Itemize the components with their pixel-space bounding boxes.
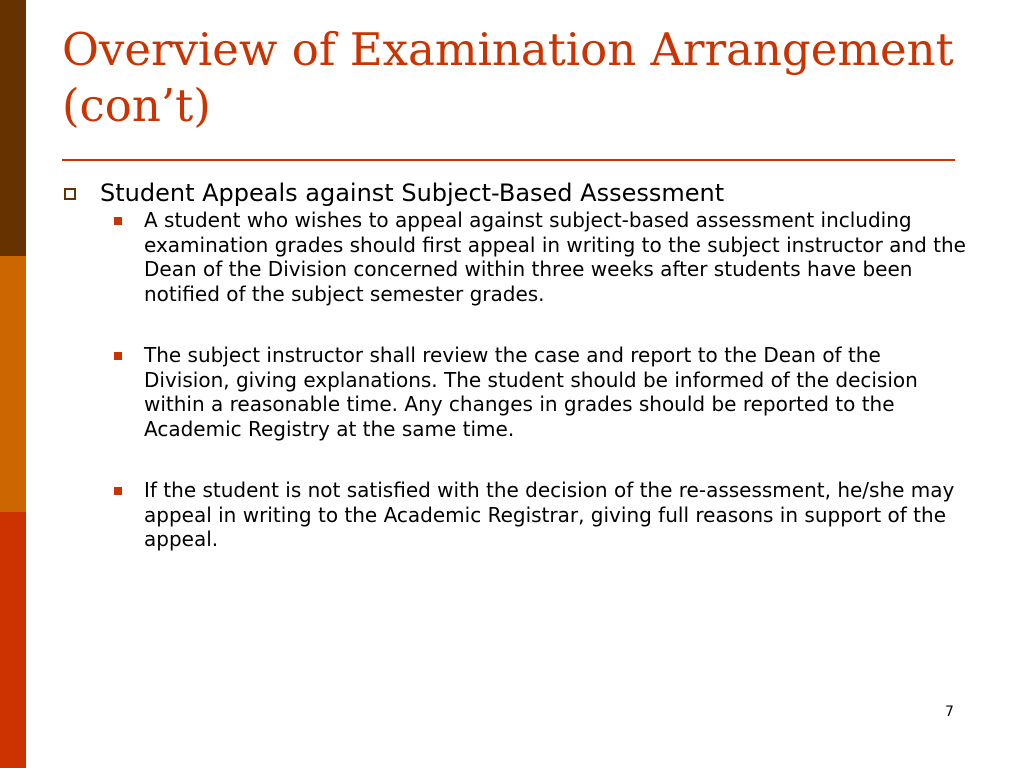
sub-bullet-item bbox=[114, 208, 972, 306]
page-number: 7 bbox=[945, 704, 954, 720]
sub-bullet-item bbox=[114, 343, 972, 441]
sub-bullet-text: A student who wishes to appeal against subject-based assessment including examination grades should first appeal in writing to the subject instructor and the Dean of the Division concerned within three weeks after students have been notified of the subject semester grades. bbox=[144, 208, 966, 306]
main-bullet-text: Student Appeals against Subject-Based Assessment bbox=[100, 179, 725, 207]
square-bullet-icon bbox=[114, 217, 122, 225]
slide-title: Overview of Examination Arrangement (con’t) bbox=[62, 23, 954, 132]
square-bullet-icon bbox=[114, 352, 122, 360]
sub-bullet-text: If the student is not satisfied with the decision of the re-assessment, he/she may appeal in writing to the Academic Registrar, giving full reasons in support of the appeal. bbox=[144, 478, 955, 551]
main-bullet bbox=[62, 178, 972, 208]
hollow-square-bullet-icon bbox=[64, 188, 76, 200]
bullet-spacer bbox=[62, 441, 972, 478]
bullet-spacer bbox=[62, 306, 972, 343]
sub-bullet-list bbox=[62, 208, 972, 552]
title-divider bbox=[62, 159, 955, 161]
sidebar-band-orange bbox=[0, 256, 26, 512]
sub-bullet-text: The subject instructor shall review the case and report to the Dean of the Division, giving explanations. The student should be informed of the decision within a reasonable time. Any changes in grades should be reported to the Academic Registry at the same time. bbox=[144, 343, 918, 441]
sub-bullet-item bbox=[114, 478, 972, 552]
sidebar-band-red bbox=[0, 512, 26, 768]
slide-content bbox=[62, 178, 972, 552]
square-bullet-icon bbox=[114, 487, 122, 495]
sidebar-band-brown bbox=[0, 0, 26, 256]
sidebar-color-bands bbox=[0, 0, 26, 768]
